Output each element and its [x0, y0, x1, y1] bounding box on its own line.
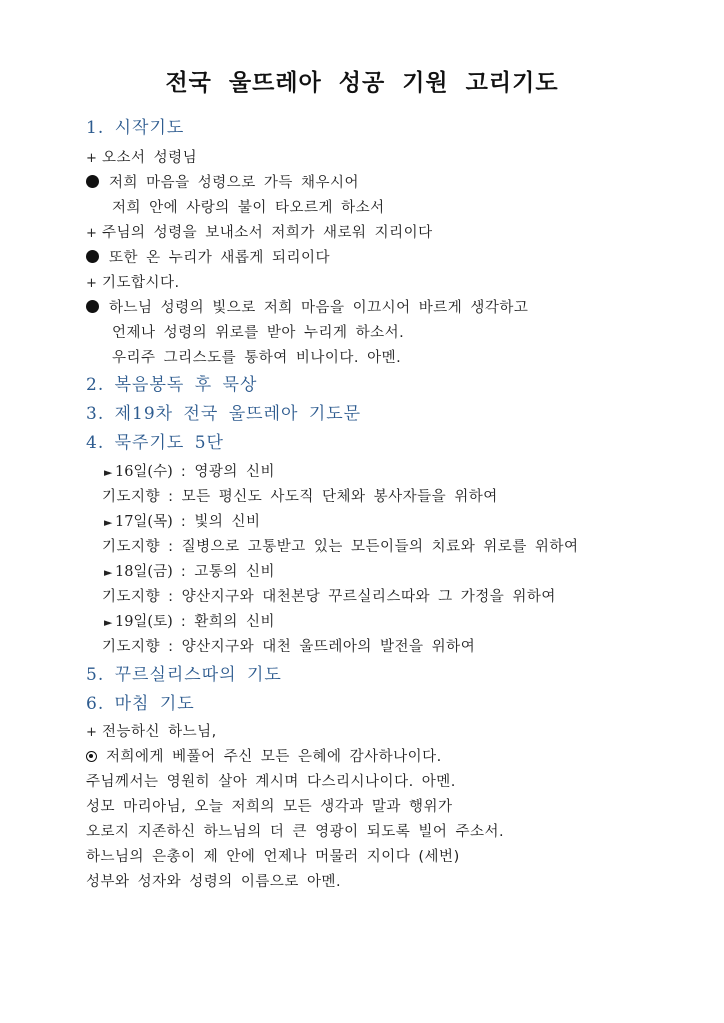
prayer-line: 저희 마음을 성령으로 가득 채우시어 [86, 173, 359, 193]
prayer-line: + 오소서 성령님 [86, 148, 197, 169]
prayer-line: 저희 안에 사랑의 불이 타오르게 하소서 [112, 200, 385, 216]
right-triangle-icon: ► [104, 566, 113, 579]
prayer-intention: 기도지향 : 양산지구와 대천 울뜨레아의 발전을 위하여 [102, 639, 476, 655]
prayer-line: 성부와 성자와 성령의 이름으로 아멘. [86, 874, 342, 890]
section-heading-3: 3. 제19차 전국 울뜨레아 기도문 [86, 404, 362, 424]
prayer-line: 저희에게 베풀어 주신 모든 은혜에 감사하나이다. [86, 747, 442, 767]
section-heading-5: 5. 꾸르실리스따의 기도 [86, 665, 282, 685]
plus-marker: + [86, 276, 98, 291]
document-title: 전국 울뜨레아 성공 기원 고리기도 [165, 70, 559, 96]
circled-dot-bullet-icon [86, 751, 97, 762]
right-triangle-icon: ► [104, 516, 113, 529]
right-triangle-icon: ► [104, 466, 113, 479]
right-triangle-icon: ► [104, 616, 113, 629]
plus-marker: + [86, 725, 98, 740]
prayer-intention: 기도지향 : 양산지구와 대천본당 꾸르실리스따와 그 가정을 위하여 [102, 589, 556, 605]
prayer-line: 오로지 지존하신 하느님의 더 큰 영광이 되도록 빌어 주소서. [86, 824, 505, 840]
rosary-day: ► 19일(토) : 환희의 신비 [104, 612, 275, 633]
prayer-line: 성모 마리아님, 오늘 저희의 모든 생각과 말과 행위가 [86, 799, 453, 815]
prayer-intention: 기도지향 : 질병으로 고통받고 있는 모든이들의 치료와 위로를 위하여 [102, 539, 579, 555]
rosary-day: ► 18일(금) : 고통의 신비 [104, 562, 275, 583]
prayer-line: 또한 온 누리가 새롭게 되리이다 [86, 248, 330, 268]
section-heading-1: 1. 시작기도 [86, 118, 185, 138]
prayer-line: + 전능하신 하느님, [86, 722, 217, 743]
section-heading-2: 2. 복음봉독 후 묵상 [86, 375, 258, 395]
filled-circle-bullet-icon [86, 300, 99, 313]
filled-circle-bullet-icon [86, 250, 99, 263]
prayer-line: 주님께서는 영원히 살아 계시며 다스리시나이다. 아멘. [86, 774, 456, 790]
prayer-intention: 기도지향 : 모든 평신도 사도직 단체와 봉사자들을 위하여 [102, 489, 498, 505]
rosary-day: ► 17일(목) : 빛의 신비 [104, 512, 261, 533]
section-heading-6: 6. 마침 기도 [86, 694, 195, 714]
prayer-line: 하느님의 은총이 제 안에 언제나 머물러 지이다 (세번) [86, 849, 460, 865]
filled-circle-bullet-icon [86, 175, 99, 188]
prayer-line: 우리주 그리스도를 통하여 비나이다. 아멘. [112, 350, 402, 366]
plus-marker: + [86, 151, 98, 166]
prayer-line: 언제나 성령의 위로를 받아 누리게 하소서. [112, 325, 405, 341]
section-heading-4: 4. 묵주기도 5단 [86, 433, 224, 453]
prayer-line: + 주님의 성령을 보내소서 저희가 새로워 지리이다 [86, 223, 433, 244]
prayer-line: 하느님 성령의 빛으로 저희 마음을 이끄시어 바르게 생각하고 [86, 298, 528, 318]
prayer-line: + 기도합시다. [86, 273, 180, 294]
rosary-day: ► 16일(수) : 영광의 신비 [104, 462, 275, 483]
plus-marker: + [86, 226, 98, 241]
